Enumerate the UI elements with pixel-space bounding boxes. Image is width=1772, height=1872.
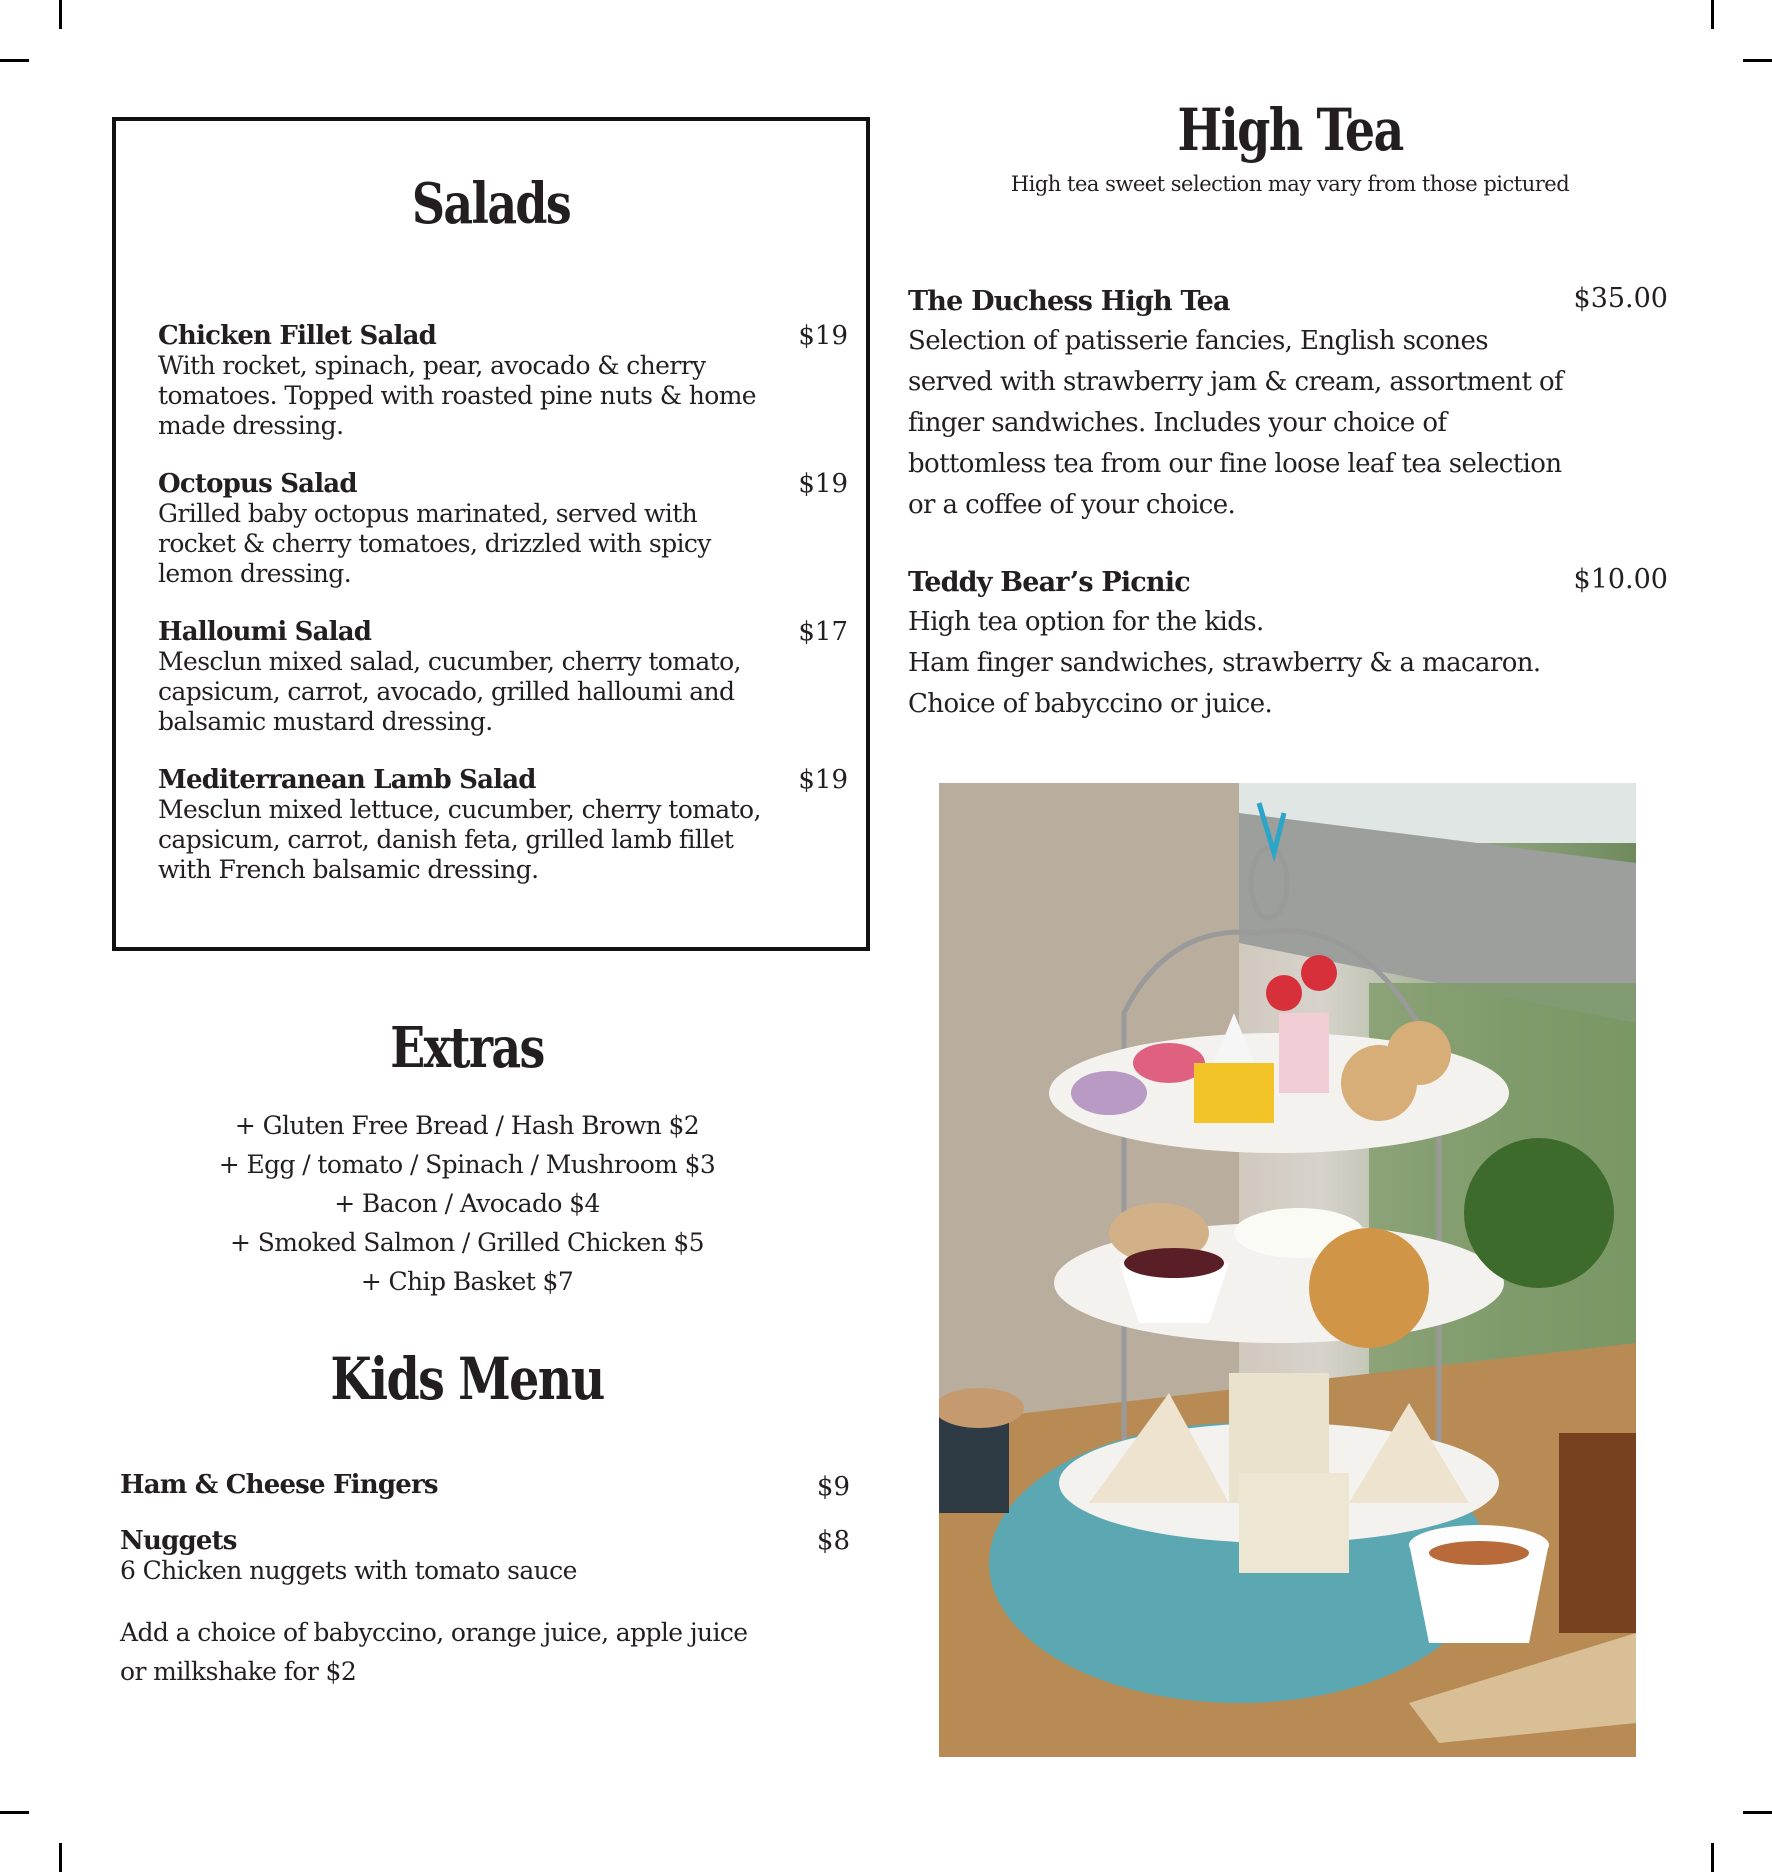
crop-mark xyxy=(0,1811,29,1814)
menu-item xyxy=(120,1470,850,1500)
crop-mark xyxy=(1743,1811,1772,1814)
item-name: Nuggets xyxy=(120,1526,237,1556)
high-tea-stand-illustration xyxy=(939,783,1636,1757)
crop-mark xyxy=(0,59,29,62)
crop-mark xyxy=(59,1843,62,1872)
high-tea-list xyxy=(908,283,1668,763)
item-price: $35.00 xyxy=(1573,283,1668,314)
high-tea-title: High Tea xyxy=(1177,96,1403,164)
extras-item: + Egg / tomato / Spinach / Mushroom $3 xyxy=(218,1150,716,1179)
item-description-line: Ham finger sandwiches, strawberry & a macaron. xyxy=(908,648,1541,678)
extras-item: + Smoked Salmon / Grilled Chicken $5 xyxy=(230,1228,704,1257)
crop-mark xyxy=(1711,1843,1714,1872)
item-name: The Duchess High Tea xyxy=(908,286,1230,317)
kids-drink-note: Add a choice of babyccino, orange juice, apple juice or milkshake for $2 xyxy=(120,1618,748,1686)
item-description: Selection of patisserie fancies, English scones served with strawberry jam & cream, assortment of finger sandwiches. Includes your choice of bottomless tea from our fine loose leaf tea selection or a coffee of your choice. xyxy=(908,326,1564,520)
salads-list xyxy=(158,321,848,913)
item-price: $19 xyxy=(798,469,848,499)
item-description: 6 Chicken nuggets with tomato sauce xyxy=(120,1556,577,1585)
item-description-line: High tea option for the kids. xyxy=(908,607,1264,637)
extras-title: Extras xyxy=(390,1015,544,1081)
item-description: Mesclun mixed salad, cucumber, cherry tomato, capsicum, carrot, avocado, grilled halloumi and balsamic mustard dressing. xyxy=(158,647,741,736)
extras-item: + Bacon / Avocado $4 xyxy=(334,1189,600,1218)
item-price: $9 xyxy=(816,1472,850,1502)
extras-item: + Chip Basket $7 xyxy=(360,1267,574,1296)
menu-item xyxy=(158,321,848,441)
high-tea-photo xyxy=(939,783,1636,1757)
crop-mark xyxy=(59,0,62,29)
kids-menu-list xyxy=(120,1470,850,1612)
menu-item xyxy=(908,564,1668,725)
item-name: Chicken Fillet Salad xyxy=(158,321,437,351)
item-name: Teddy Bear’s Picnic xyxy=(908,567,1190,598)
crop-mark xyxy=(1743,59,1772,62)
menu-item xyxy=(158,469,848,589)
salads-title: Salads xyxy=(411,171,571,237)
item-description: Grilled baby octopus marinated, served with rocket & cherry tomatoes, drizzled with spicy lemon dressing. xyxy=(158,499,711,588)
salads-section xyxy=(112,117,870,951)
menu-item xyxy=(158,765,848,885)
menu-item xyxy=(120,1526,850,1586)
item-description: With rocket, spinach, pear, avocado & cherry tomatoes. Topped with roasted pine nuts & home made dressing. xyxy=(158,351,756,440)
item-name: Ham & Cheese Fingers xyxy=(120,1470,438,1500)
item-description: Mesclun mixed lettuce, cucumber, cherry tomato, capsicum, carrot, danish feta, grilled lamb fillet with French balsamic dressing. xyxy=(158,795,761,884)
item-price: $8 xyxy=(816,1526,850,1556)
menu-item xyxy=(158,617,848,737)
item-price: $10.00 xyxy=(1573,564,1668,595)
item-name: Octopus Salad xyxy=(158,469,357,499)
menu-item xyxy=(908,283,1668,526)
item-name: Halloumi Salad xyxy=(158,617,372,647)
item-price: $19 xyxy=(798,765,848,795)
item-description-line: Choice of babyccino or juice. xyxy=(908,689,1273,719)
extras-list xyxy=(112,1106,822,1301)
item-price: $17 xyxy=(798,617,848,647)
item-price: $19 xyxy=(798,321,848,351)
crop-mark xyxy=(1711,0,1714,29)
high-tea-subtitle: High tea sweet selection may vary from those pictured xyxy=(1010,172,1570,196)
item-name: Mediterranean Lamb Salad xyxy=(158,765,536,795)
extras-item: + Gluten Free Bread / Hash Brown $2 xyxy=(234,1111,700,1140)
kids-menu-title: Kids Menu xyxy=(330,1345,604,1413)
